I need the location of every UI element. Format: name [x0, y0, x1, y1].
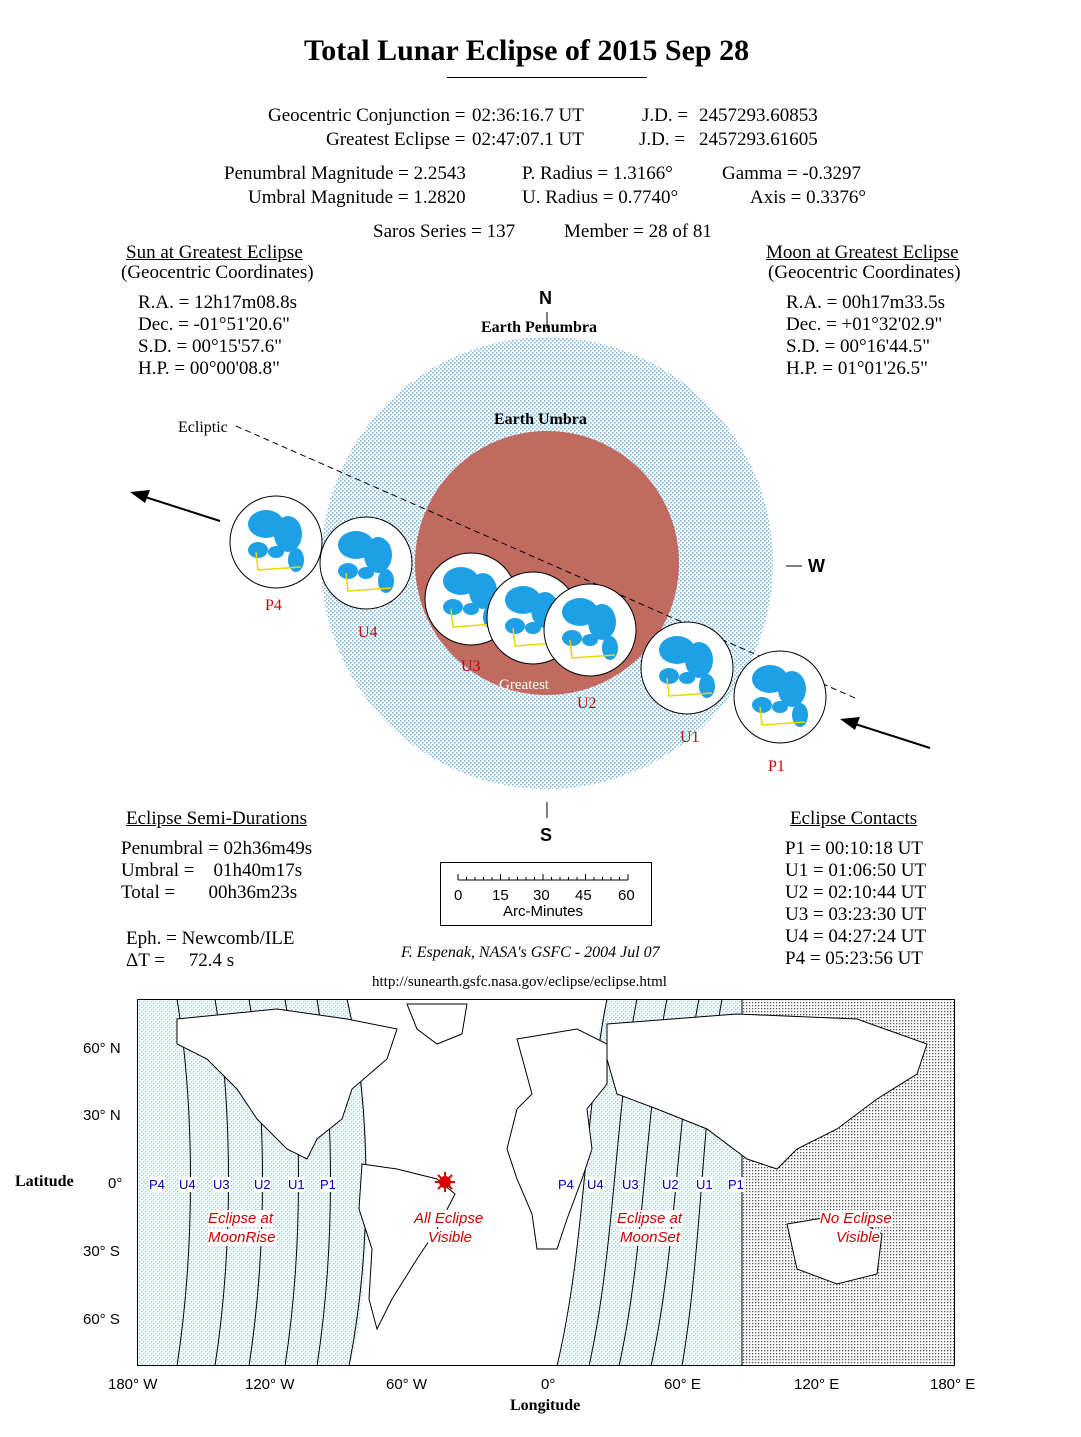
- sun-dec: Dec. = -01°51'20.6": [138, 314, 290, 335]
- region-moonset-line1: Eclipse at: [617, 1210, 683, 1227]
- map-contact-east-u2: U2: [662, 1177, 679, 1192]
- semi-durations-heading: Eclipse Semi-Durations: [126, 808, 307, 829]
- penumbral-magnitude: Penumbral Magnitude = 2.2543: [224, 163, 466, 184]
- greatest-label: Greatest Eclipse =: [326, 129, 466, 150]
- conjunction-time: 02:36:16.7 UT: [472, 105, 584, 126]
- sun-subheading: (Geocentric Coordinates): [121, 262, 314, 283]
- map-contact-west-p1: P1: [320, 1177, 336, 1192]
- contact-u2: U2 = 02:10:44 UT: [785, 882, 927, 903]
- sun-hp: H.P. = 00°00'08.8": [138, 358, 280, 379]
- axis: Axis = 0.3376°: [750, 187, 866, 208]
- moon-subheading: (Geocentric Coordinates): [768, 262, 961, 283]
- conjunction-label: Geocentric Conjunction =: [268, 105, 466, 126]
- moon-path-arrow-left: [130, 490, 220, 521]
- lon-tick-120w: 120° W: [245, 1376, 295, 1393]
- sun-sd: S.D. = 00°15'57.6": [138, 336, 283, 357]
- region-all-line2: Visible: [428, 1229, 472, 1246]
- moon-ra: R.A. = 00h17m33.5s: [786, 292, 946, 313]
- ecliptic-label: Ecliptic: [178, 419, 228, 436]
- contact-p4: P4 = 05:23:56 UT: [785, 948, 923, 969]
- contact-label-u4: U4: [358, 624, 378, 641]
- scale-tick-0: 0: [454, 887, 463, 904]
- moon-p4: [230, 496, 322, 588]
- lat-tick-0: 0°: [108, 1175, 123, 1192]
- ephemeris: Eph. = Newcomb/ILE: [126, 928, 295, 949]
- moon-u2: [544, 584, 636, 676]
- contact-label-p4: P4: [265, 597, 282, 614]
- greatest-time: 02:47:07.1 UT: [472, 129, 584, 150]
- lon-tick-180w: 180° W: [108, 1376, 158, 1393]
- north-label: N: [539, 288, 552, 308]
- lat-tick-60n: 60° N: [83, 1040, 121, 1057]
- moon-sd: S.D. = 00°16'44.5": [786, 336, 931, 357]
- contact-p1: P1 = 00:10:18 UT: [785, 838, 923, 859]
- semi-duration-umbral: Umbral = 01h40m17s: [121, 860, 303, 881]
- u-radius: U. Radius = 0.7740°: [522, 187, 679, 208]
- map-contact-east-u1: U1: [696, 1177, 713, 1192]
- credit-url: http://sunearth.gsfc.nasa.gov/eclipse/eclipse.html: [372, 974, 667, 990]
- subsolar-marker: [435, 1172, 455, 1192]
- lon-tick-60e: 60° E: [664, 1376, 701, 1393]
- greatest-jd-label: J.D. =: [639, 129, 686, 150]
- map-contact-west-u2: U2: [254, 1177, 271, 1192]
- lon-tick-60w: 60° W: [386, 1376, 428, 1393]
- map-contact-east-p4: P4: [558, 1177, 574, 1192]
- semi-duration-total: Total = 00h36m23s: [121, 882, 298, 903]
- map-contact-east-u3: U3: [622, 1177, 639, 1192]
- lon-tick-180e: 180° E: [930, 1376, 976, 1393]
- map-contact-west-u3: U3: [213, 1177, 230, 1192]
- penumbra-label: Earth Penumbra: [481, 319, 597, 336]
- longitude-title: Longitude: [510, 1397, 581, 1414]
- south-label: S: [540, 825, 553, 845]
- sun-ra: R.A. = 12h17m08.8s: [138, 292, 298, 313]
- lon-tick-0: 0°: [541, 1376, 556, 1393]
- semi-duration-penumbral: Penumbral = 02h36m49s: [121, 838, 313, 859]
- credit-author: F. Espenak, NASA's GSFC - 2004 Jul 07: [401, 944, 660, 961]
- moon-path-arrow-right: [840, 717, 930, 748]
- moon-hp: H.P. = 01°01'26.5": [786, 358, 928, 379]
- contact-u4: U4 = 04:27:24 UT: [785, 926, 927, 947]
- map-contact-east-u4: U4: [587, 1177, 604, 1192]
- greatest-marker-label: Greatest: [499, 677, 549, 693]
- region-none-line1: No Eclipse: [820, 1210, 892, 1227]
- moon-dec: Dec. = +01°32'02.9": [786, 314, 943, 335]
- umbral-magnitude: Umbral Magnitude = 1.2820: [248, 187, 466, 208]
- lat-tick-30n: 30° N: [83, 1107, 121, 1124]
- scale-tick-15: 15: [492, 887, 509, 904]
- contact-label-u3: U3: [461, 658, 481, 675]
- moon-u4: [320, 517, 412, 609]
- lon-tick-120e: 120° E: [794, 1376, 840, 1393]
- region-moonrise-line2: MoonRise: [208, 1229, 276, 1246]
- umbra-label: Earth Umbra: [494, 411, 587, 428]
- region-moonrise-line1: Eclipse at: [208, 1210, 274, 1227]
- scale-tick-30: 30: [533, 887, 550, 904]
- saros-member: Member = 28 of 81: [564, 221, 712, 242]
- conjunction-jd-label: J.D. =: [642, 105, 689, 126]
- lat-tick-60s: 60° S: [83, 1311, 120, 1328]
- greatest-jd: 2457293.61605: [699, 129, 818, 150]
- sun-heading: Sun at Greatest Eclipse: [126, 242, 303, 263]
- p-radius: P. Radius = 1.3166°: [522, 163, 673, 184]
- moon-heading: Moon at Greatest Eclipse: [766, 242, 959, 263]
- scale-tick-45: 45: [575, 887, 592, 904]
- map-contact-west-p4: P4: [149, 1177, 165, 1192]
- west-label: W: [808, 556, 825, 576]
- page-title: Total Lunar Eclipse of 2015 Sep 28: [304, 34, 750, 67]
- contact-u1: U1 = 01:06:50 UT: [785, 860, 927, 881]
- delta-t: ΔT = 72.4 s: [126, 950, 235, 971]
- contact-label-p1: P1: [768, 758, 785, 775]
- latitude-title: Latitude: [15, 1173, 74, 1190]
- map-contact-west-u4: U4: [179, 1177, 196, 1192]
- region-all-line1: All Eclipse: [414, 1210, 484, 1227]
- lat-tick-30s: 30° S: [83, 1243, 120, 1260]
- saros-series: Saros Series = 137: [373, 221, 516, 242]
- gamma: Gamma = -0.3297: [722, 163, 861, 184]
- contacts-heading: Eclipse Contacts: [790, 808, 918, 829]
- map-contact-west-u1: U1: [288, 1177, 305, 1192]
- scale-tick-60: 60: [618, 887, 635, 904]
- region-moonset-line2: MoonSet: [620, 1229, 681, 1246]
- contact-label-u2: U2: [577, 695, 597, 712]
- map-contact-east-p1: P1: [728, 1177, 744, 1192]
- moon-u1: [641, 622, 733, 714]
- region-none-line2: Visible: [836, 1229, 880, 1246]
- contact-label-u1: U1: [680, 729, 700, 746]
- contact-u3: U3 = 03:23:30 UT: [785, 904, 927, 925]
- moon-p1: [734, 651, 826, 743]
- conjunction-jd: 2457293.60853: [699, 105, 818, 126]
- scale-label: Arc-Minutes: [503, 903, 584, 920]
